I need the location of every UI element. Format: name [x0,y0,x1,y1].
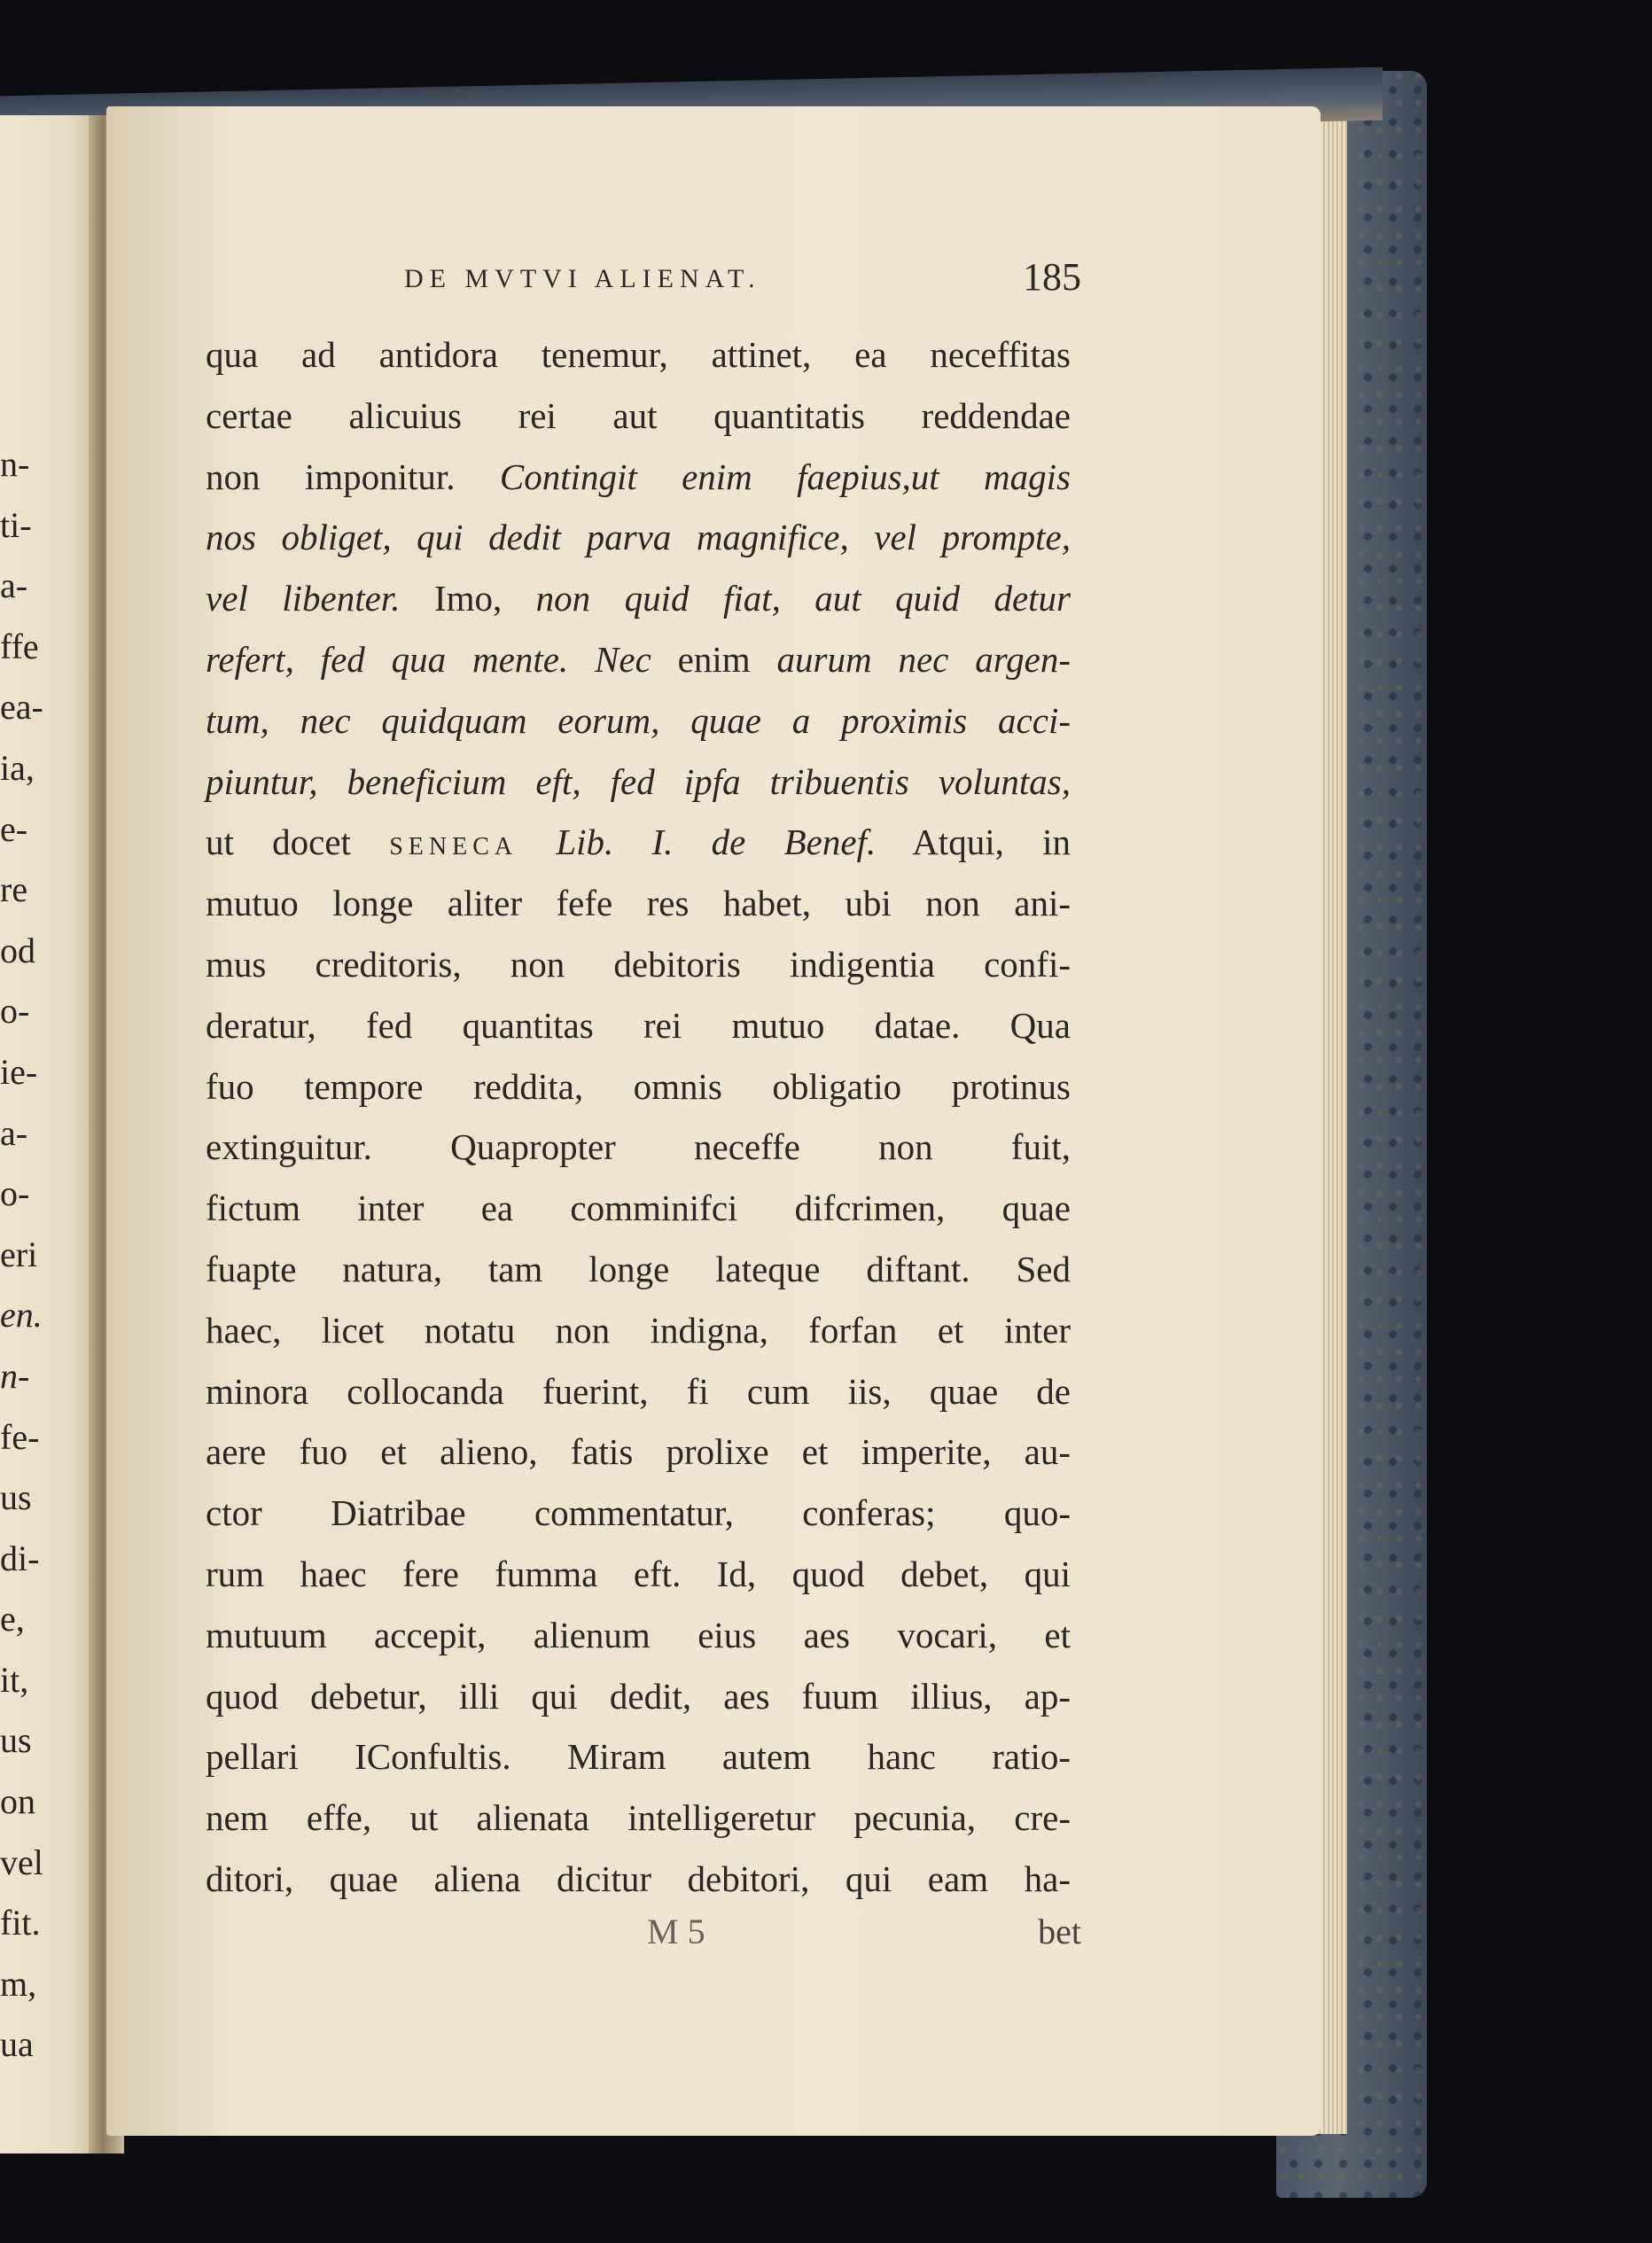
italic-quote: refert, fed qua mente. [206,638,569,680]
left-fragment: o- [0,991,30,1032]
text-line [206,1726,1071,1787]
italic-quote: aurum nec argen- [776,638,1071,680]
line-text: aere fuo et alieno, fatis prolixe et imperite, au- [206,1431,1071,1473]
line-text: fictum inter ea comminifci difcrimen, quae [206,1188,1071,1229]
text-line [206,507,1071,568]
left-fragment: ffe [0,626,39,666]
text-line [206,1666,1071,1727]
left-fragment: us [0,1720,32,1761]
left-fragment: us [0,1477,32,1518]
text-line [206,1849,1071,1910]
left-fragment: fe- [0,1416,40,1457]
left-fragment: n- [0,444,30,484]
line-text: extinguitur. Quapropter neceffe non fuit, [206,1126,1071,1168]
text-line [206,324,1071,386]
left-fragment: e, [0,1599,25,1639]
left-fragment: od [0,930,35,970]
text-line [206,1117,1071,1178]
left-fragment: ie- [0,1051,38,1092]
italic-quote: Contingit enim faepius,ut magis [499,456,1071,497]
left-fragment: en. [0,1295,43,1336]
italic-quote: tum, nec quidquam eorum, quae a proximis acci- [206,699,1071,741]
line-text: pellari IConfultis. Miram autem hanc ratio- [206,1736,1071,1778]
line-text: ditori, quae aliena dicitur debitori, qui eam ha- [206,1857,1071,1899]
text-line [206,752,1071,813]
left-fragment: ti- [0,504,32,545]
line-text: qua ad antidora tenemur, attinet, ea neceffitas [206,334,1071,375]
italic-quote: non quid fiat, aut quid detur [535,578,1071,619]
italic-quote: Nec [595,638,651,680]
line-text: fuapte natura, tam longe lateque diftant. Sed [206,1248,1071,1289]
line-text: haec, licet notatu non indigna, forfan et inter [206,1309,1071,1351]
left-page-text [0,434,89,2076]
text-line [206,812,1071,873]
author-name: SENECA [389,833,518,861]
text-line [206,1421,1071,1483]
line-text: mutuum accepit, alienum eius aes vocari, et [206,1614,1071,1655]
left-fragment: eri [0,1234,38,1274]
catchword: bet [1038,1912,1081,1951]
line-text: certae alicuius rei aut quantitatis reddendae [206,394,1071,436]
text-line [206,629,1071,690]
left-fragment: re [0,869,28,910]
left-page [0,115,97,2153]
text-line [206,873,1071,934]
text-line [206,1605,1071,1666]
text-line [206,1483,1071,1544]
left-fragment: m, [0,1963,37,2004]
italic-quote: vel libenter. [206,578,401,619]
line-text: enim [677,638,751,680]
text-line [206,447,1071,508]
line-text: ctor Diatribae commentatur, conferas; quo- [206,1492,1071,1534]
line-text: rum haec fere fumma eft. Id, quod debet, qui [206,1553,1071,1594]
line-text: ut docet [206,822,351,863]
left-fragment: on [0,1781,35,1822]
line-text: deratur, fed quantitas rei mutuo datae. Qua [206,1004,1071,1046]
running-head: DE MVTVI ALIENAT. [404,264,761,293]
line-text: minora collocanda fuerint, fi cum iis, quae de [206,1370,1071,1412]
text-line [206,1361,1071,1422]
left-fragment: a- [0,1112,28,1153]
line-text: non imponitur. [206,456,456,497]
text-line [206,1178,1071,1239]
text-line [206,1056,1071,1118]
body-text [206,324,1071,1910]
signature-mark: M 5 [647,1912,705,1951]
left-fragment: n- [0,1355,30,1396]
italic-quote: piuntur, beneficium eft, fed ipfa tribuentis voluntas, [206,760,1071,802]
left-fragment: vel [0,1842,43,1882]
left-fragment: ia, [0,747,35,788]
line-text: Atqui, in [912,822,1071,863]
text-line [206,1787,1071,1849]
text-line [206,690,1071,752]
text-line [206,995,1071,1056]
line-text: nem effe, ut alienata intelligeretur pecunia, cre- [206,1797,1071,1839]
citation: Lib. I. de Benef. [556,822,877,863]
line-text: fuo tempore reddita, omnis obligatio protinus [206,1065,1071,1107]
line-text: mus creditoris, non debitoris indigentia confi- [206,943,1071,985]
left-fragment: e- [0,808,28,849]
text-line [206,934,1071,995]
text-line [206,568,1071,629]
left-fragment: fit. [0,1903,41,1943]
left-fragment: a- [0,565,28,606]
left-fragment: ua [0,2024,34,2065]
line-text: Imo, [433,578,503,619]
text-line [206,1239,1071,1300]
line-text: quod debetur, illi qui dedit, aes fuum illius, ap- [206,1675,1071,1717]
text-line [206,386,1071,447]
text-line [206,1544,1071,1605]
left-fragment: it, [0,1659,29,1700]
left-fragment: di- [0,1538,40,1578]
italic-quote: nos obliget, qui dedit parva magnifice, vel prompte, [206,517,1071,558]
left-fragment: ea- [0,687,43,728]
line-text: mutuo longe aliter fefe res habet, ubi non ani- [206,883,1071,924]
page-number: 185 [1023,255,1081,299]
text-line [206,1300,1071,1361]
left-fragment: o- [0,1173,30,1214]
